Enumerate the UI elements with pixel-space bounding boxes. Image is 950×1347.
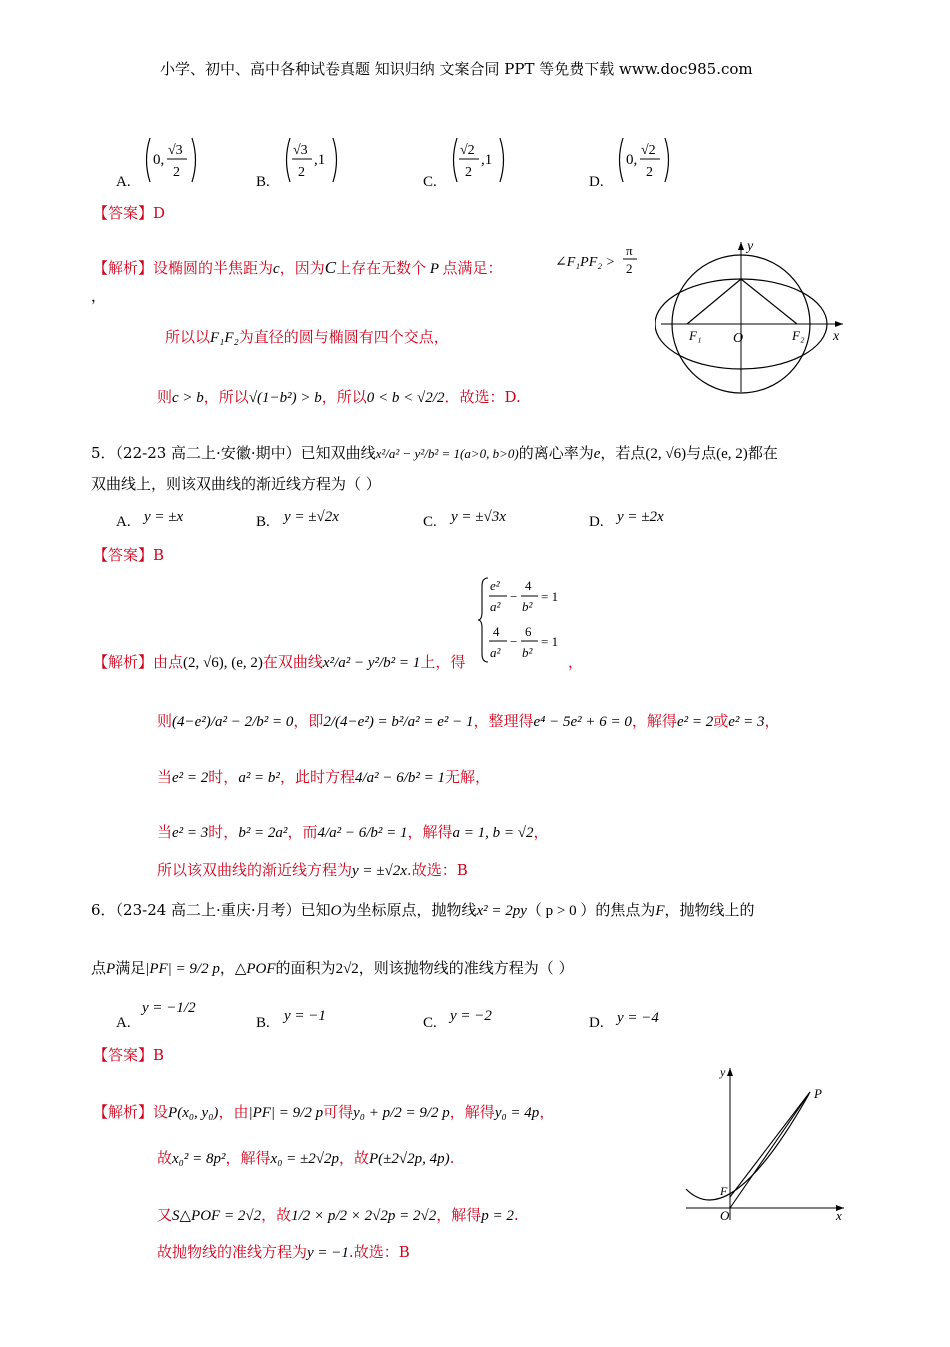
q6-option-a-label: A. (116, 1015, 131, 1031)
fig-label-x: x (833, 329, 840, 344)
math: 1/2 × p/2 × 2√2p = 2√2 (291, 1208, 437, 1224)
q6-option-d: y = −4 (617, 1010, 659, 1026)
q5-analysis-line5 (157, 860, 468, 881)
math-triangle: △POF (234, 961, 276, 977)
svg-text:√2: √2 (641, 143, 656, 158)
q6-option-b: y = −1 (284, 1008, 326, 1024)
text: 的焦点为 (595, 901, 656, 919)
math: x²/a² − y²/b² = 1 (322, 655, 421, 671)
text: ， (219, 959, 235, 977)
text: 故抛物线的准线方程为 (157, 1243, 308, 1261)
answer-tag: 【答案】 (93, 1046, 154, 1064)
svg-text:√2: √2 (460, 143, 475, 158)
text: 设椭圆的半焦距为 (153, 259, 274, 277)
text: .故选：B (348, 1243, 410, 1261)
text: ，解得 (631, 712, 677, 730)
q6-option-c: y = −2 (450, 1008, 492, 1024)
text: 所以该双曲线的渐近线方程为 (157, 861, 353, 879)
fig-label-x: x (836, 1208, 842, 1223)
math: x₀ = ±2√2p (270, 1151, 339, 1167)
text: 时， (208, 768, 239, 786)
text: ， (533, 823, 549, 841)
text: ，抛物线上的 (664, 901, 755, 919)
analysis-tag: 【解析】 (93, 653, 154, 671)
math-C: C (324, 258, 337, 277)
math: e² = 3 (172, 825, 209, 841)
text: ，所以 (203, 388, 249, 406)
q6-option-d-label: D. (589, 1015, 604, 1031)
math: √(1−b²) > b (248, 390, 322, 406)
q6-stem-line1 (91, 900, 755, 921)
math-F: F (655, 903, 665, 919)
text: 所以以 (165, 328, 211, 346)
math-P: P (106, 961, 116, 977)
fig-label-f: F (720, 1184, 728, 1198)
text: 又 (157, 1206, 173, 1224)
svg-text:2: 2 (626, 261, 633, 276)
math: a = 1, b = √2 (452, 825, 534, 841)
text: . (513, 1206, 519, 1224)
q5-comma: ， (568, 653, 584, 671)
svg-text:−: − (510, 634, 518, 649)
q5-option-b-label: B. (256, 514, 270, 530)
q4-analysis-line3 (157, 387, 521, 408)
fig-label-o: O (733, 331, 744, 346)
math: 4/a² − 6/b² = 1 (317, 825, 408, 841)
text: 当 (157, 768, 173, 786)
q4-option-b-label: B. (256, 174, 270, 190)
q6-analysis-line4 (157, 1242, 410, 1263)
math: (4−e²)/a² − 2/b² = 0 (172, 714, 294, 730)
math-e: e (593, 446, 601, 462)
text: ，因为 (279, 259, 325, 277)
svg-text:4: 4 (493, 624, 500, 639)
q4-comma: ， (91, 287, 107, 305)
math: c > b (172, 390, 204, 406)
q5-answer (93, 545, 164, 565)
text: ，解得 (225, 1149, 271, 1167)
q5-option-d: y = ±2x (617, 509, 664, 525)
math-area: 2√2 (335, 961, 359, 977)
text: ，则该抛物线的准线方程为（ ） (358, 959, 574, 977)
text: 由点 (153, 653, 184, 671)
math: y₀ + p/2 = 9/2 p (353, 1105, 450, 1121)
math: y = −1 (307, 1245, 349, 1261)
text: ，所以 (321, 388, 367, 406)
page-header: 小学、初中、高中各种试卷真题 知识归纳 文案合同 PPT 等免费下载 www.doc985.com (160, 60, 753, 78)
svg-text:b²: b² (522, 599, 533, 614)
math: p = 2 (481, 1208, 514, 1224)
text: 或 (713, 712, 729, 730)
fig-label-y: y (747, 239, 754, 254)
svg-text:2: 2 (646, 165, 653, 180)
math: e⁴ − 5e² + 6 = 0 (533, 714, 632, 730)
q4-option-d (615, 134, 673, 190)
text: ，若点 (600, 444, 646, 462)
math-condition: （ p > 0 ） (526, 903, 596, 919)
q5-analysis-line3 (157, 767, 490, 788)
math: F₁F₂ (210, 330, 239, 346)
q5-equation-system (478, 574, 578, 670)
text: 上存在无数个 (336, 259, 427, 277)
q4-option-d-label: D. (589, 174, 604, 190)
text: .故选：B (406, 861, 468, 879)
q6-analysis-line2 (157, 1148, 454, 1169)
text: ．故选：D. (444, 388, 521, 406)
svg-text:b²: b² (522, 645, 533, 660)
text: 则 (157, 388, 173, 406)
svg-text:−: − (510, 589, 518, 604)
q4-option-a-label: A. (116, 174, 131, 190)
svg-text:a²: a² (490, 599, 501, 614)
q6-figure (684, 1064, 849, 1228)
q5-stem-line2: 双曲线上，则该双曲线的渐近线方程为（ ） (91, 475, 381, 493)
text: 设 (153, 1103, 169, 1121)
fig-label-p: P (814, 1086, 822, 1101)
answer-tag: 【答案】 (93, 546, 154, 564)
math: x₀² = 8p² (172, 1151, 226, 1167)
answer-value: B (153, 1046, 165, 1064)
fig-label-y: y (720, 1065, 726, 1079)
math: e² = 2 (172, 770, 209, 786)
text: 点满足： (442, 259, 503, 277)
q5-option-c-label: C. (423, 514, 437, 530)
svg-text:2: 2 (298, 165, 305, 180)
math: P(x₀, y₀) (168, 1105, 219, 1121)
fig-label-f2: F₂ (792, 328, 805, 343)
math: P(±2√2p, 4p) (369, 1151, 450, 1167)
math: y₀ = 4p (494, 1105, 540, 1121)
q4-angle-condition (553, 242, 643, 282)
q6-answer (93, 1045, 164, 1065)
text: ，即 (293, 712, 324, 730)
text: 为直径的圆与椭圆有四个交点， (238, 328, 449, 346)
text: 5．（22-23 高二上·安徽·期中）已知双曲线 (91, 444, 376, 462)
text: ，解得 (407, 823, 453, 841)
q6-option-b-label: B. (256, 1015, 270, 1031)
svg-text:2: 2 (173, 165, 180, 180)
text: ， (539, 1103, 555, 1121)
text: 当 (157, 823, 173, 841)
svg-text:a²: a² (490, 645, 501, 660)
q5-analysis-line1 (93, 652, 465, 673)
svg-text:0,: 0, (626, 152, 638, 168)
q4-option-c (449, 134, 509, 190)
text: 则 (157, 712, 173, 730)
q6-option-a: y = −1/2 (142, 1000, 196, 1016)
text: ，解得 (449, 1103, 495, 1121)
text: 点 (91, 959, 107, 977)
svg-text:= 1: = 1 (541, 634, 559, 649)
text: ，故 (261, 1206, 292, 1224)
text: 满足 (115, 959, 146, 977)
text: 上，得 (420, 653, 466, 671)
svg-text:,1: ,1 (481, 152, 493, 168)
q5-option-c: y = ±√3x (451, 509, 506, 525)
svg-text:6: 6 (525, 624, 532, 639)
svg-text:2: 2 (465, 165, 472, 180)
text: 6．（23-24 高二上·重庆·月考）已知 (91, 901, 331, 919)
math-O: O (330, 903, 342, 919)
text: 的离心率为 (518, 444, 594, 462)
math: 2/(4−e²) = b²/a² = e² − 1 (323, 714, 474, 730)
svg-text:,1: ,1 (314, 152, 326, 168)
math-P: P (426, 261, 443, 277)
q6-analysis-line3 (157, 1205, 519, 1226)
fig-label-f1: F₁ (689, 328, 702, 343)
q5-option-a: y = ±x (144, 509, 184, 525)
math-hyperbola: x²/a² − y²/b² = 1(a>0, b>0) (375, 446, 519, 461)
text: 可得 (323, 1103, 354, 1121)
q4-analysis-line2 (165, 327, 449, 348)
q6-stem-line2 (91, 958, 574, 979)
svg-text:√3: √3 (293, 143, 308, 158)
q5-option-d-label: D. (589, 514, 604, 530)
text: ，故 (339, 1149, 370, 1167)
answer-value: B (153, 546, 165, 564)
math-point2: (e, 2) (716, 446, 748, 462)
math: a² = b² (238, 770, 280, 786)
math: 0 < b < √2/2 (366, 390, 445, 406)
q5-analysis-line2 (157, 711, 780, 732)
q4-option-a (142, 134, 200, 190)
q5-option-a-label: A. (116, 514, 131, 530)
q6-analysis-line1 (93, 1102, 554, 1123)
math: S△POF = 2√2 (172, 1208, 262, 1224)
analysis-tag: 【解析】 (93, 259, 154, 277)
text: 与点 (686, 444, 717, 462)
q6-option-c-label: C. (423, 1015, 437, 1031)
q5-stem-line1 (91, 443, 778, 464)
q5-option-b: y = ±√2x (284, 509, 339, 525)
text: . (449, 1149, 455, 1167)
answer-tag: 【答案】 (93, 204, 154, 222)
svg-text:= 1: = 1 (541, 589, 559, 604)
fig-label-o: O (720, 1208, 730, 1223)
text: 在双曲线 (262, 653, 323, 671)
math: e² = 2 (676, 714, 714, 730)
answer-value: D (153, 204, 166, 222)
text: ，整理得 (473, 712, 534, 730)
text: 的面积为 (275, 959, 336, 977)
text: 故 (157, 1149, 173, 1167)
text: 时， (208, 823, 239, 841)
svg-text:0,: 0, (153, 152, 165, 168)
text: 为坐标原点，抛物线 (341, 901, 477, 919)
math: (2, √6), (e, 2) (183, 655, 263, 671)
text: ，解得 (436, 1206, 482, 1224)
q4-option-c-label: C. (423, 174, 437, 190)
text: 都在 (747, 444, 778, 462)
text: 无解， (445, 768, 491, 786)
text: ， (764, 712, 780, 730)
math: y = ±√2x (352, 863, 407, 879)
math-c: c (273, 261, 280, 277)
text: ，此时方程 (279, 768, 355, 786)
svg-text:e²: e² (490, 578, 500, 593)
q4-analysis-line1 (93, 258, 503, 279)
q5-analysis-line4 (157, 822, 549, 843)
text: ，而 (287, 823, 318, 841)
text: ，由 (218, 1103, 249, 1121)
analysis-tag: 【解析】 (93, 1103, 154, 1121)
svg-text:π: π (626, 243, 633, 258)
math-PF: |PF| = 9/2 p (145, 961, 220, 977)
math-point1: (2, √6) (645, 446, 687, 462)
math: b² = 2a² (238, 825, 288, 841)
svg-text:√3: √3 (168, 143, 183, 158)
math: |PF| = 9/2 p (248, 1105, 324, 1121)
svg-text:∠F₁PF₂ >: ∠F₁PF₂ > (555, 255, 616, 270)
svg-text:4: 4 (525, 578, 532, 593)
q4-answer (93, 203, 165, 223)
math: 4/a² − 6/b² = 1 (354, 770, 446, 786)
q4-figure (655, 236, 850, 400)
math-parabola: x² = 2py (476, 903, 527, 919)
math: e² = 3 (728, 714, 765, 730)
q4-option-b (282, 134, 342, 190)
